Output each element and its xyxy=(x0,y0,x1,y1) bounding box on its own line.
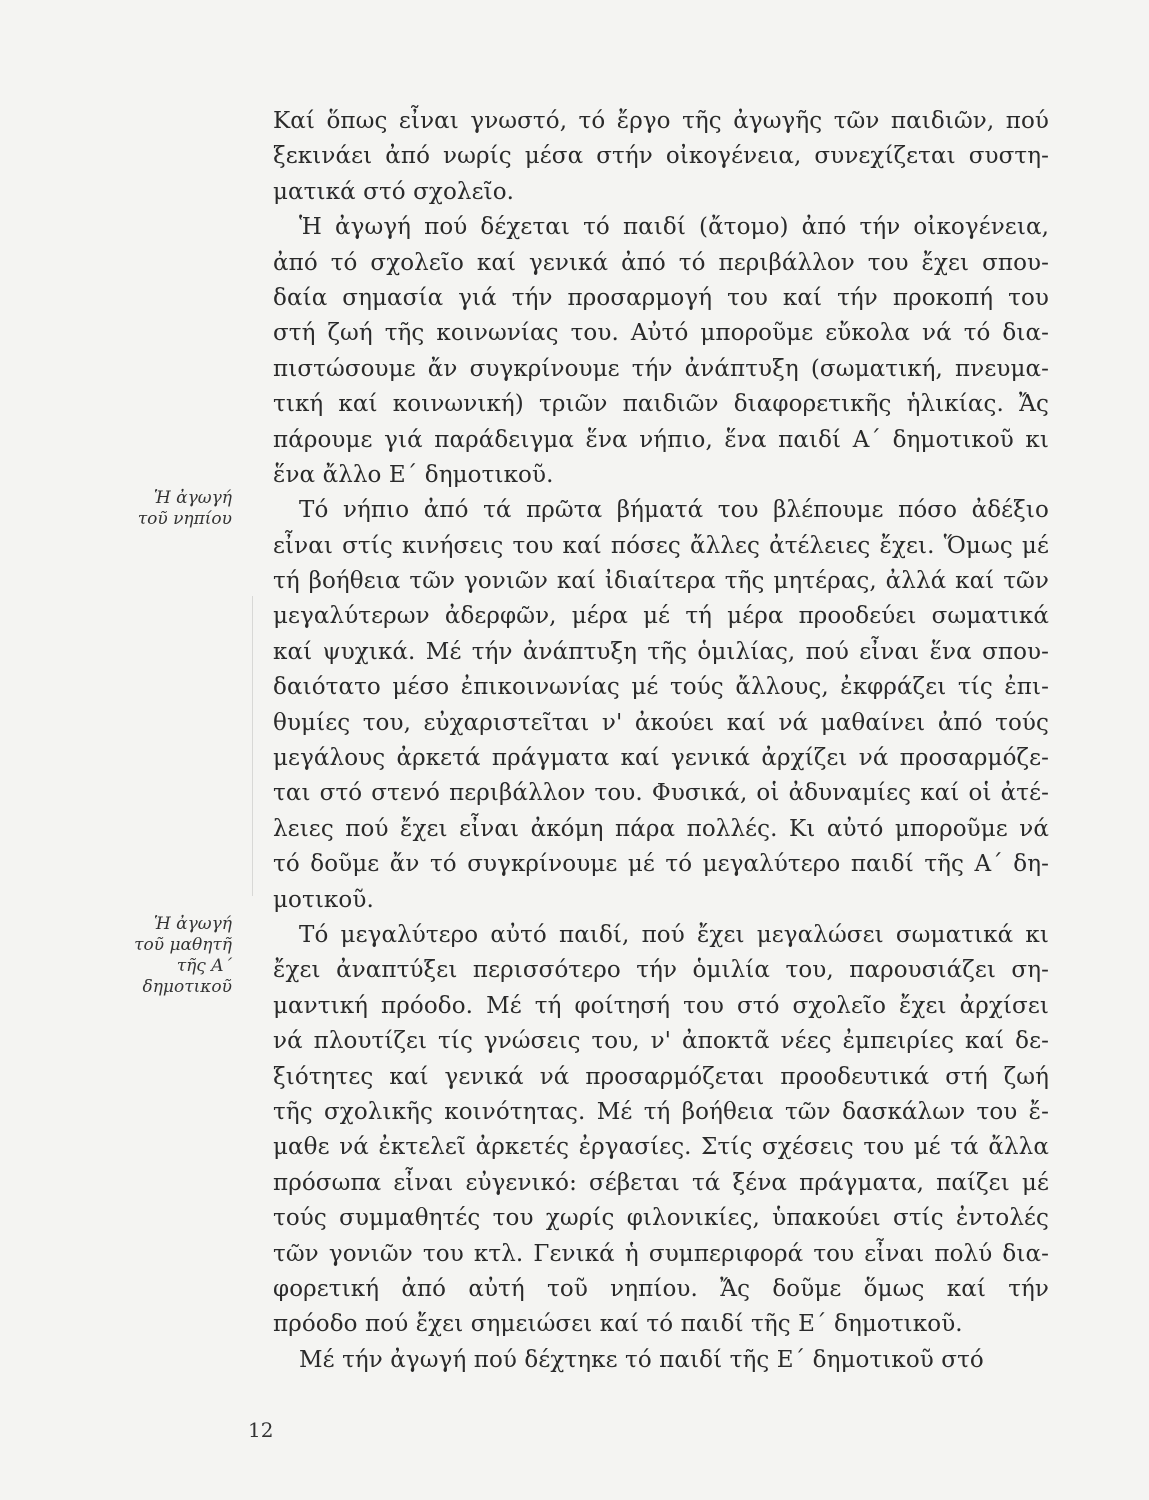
text-line: θυμίες του, εὐχαριστεῖται ν' ἀκούει καί νά μαθαίνει ἀπό τούς xyxy=(273,709,1049,736)
margin-note-line: τοῦ μαθητῆ xyxy=(134,935,232,955)
text-line: ξιότητες καί γενικά νά προσαρμόζεται προοδευτικά στή ζωή xyxy=(273,1063,1049,1090)
margin-note-infant xyxy=(82,488,232,530)
text-line: τῆς σχολικῆς κοινότητας. Μέ τή βοήθεια τῶν δασκάλων του ἔ- xyxy=(273,1098,1049,1125)
text-line: στή ζωή τῆς κοινωνίας του. Αὐτό μποροῦμε εὔκολα νά τό δια- xyxy=(273,320,1049,347)
text-line: μοτικοῦ. xyxy=(273,886,374,913)
text-line: Τό μεγαλύτερο αὐτό παιδί, πού ἔχει μεγαλώσει σωματικά κι xyxy=(299,921,1049,948)
text-line: ξεκινάει ἀπό νωρίς μέσα στήν οἰκογένεια, συνεχίζεται συστη- xyxy=(273,143,1049,170)
text-line: πρόσωπα εἶναι εὐγενικό: σέβεται τά ξένα πράγματα, παίζει μέ xyxy=(273,1169,1049,1196)
text-line: εἶναι στίς κινήσεις του καί πόσες ἄλλες ἀτέλειες ἔχει. Ὅμως μέ xyxy=(273,532,1049,559)
text-line: καί ψυχικά. Μέ τήν ἀνάπτυξη τῆς ὁμιλίας, πού εἶναι ἕνα σπου- xyxy=(273,638,1049,665)
margin-note-line: τῆς Α΄ xyxy=(176,956,232,976)
text-line: τική καί κοινωνική) τριῶν παιδιῶν διαφορετικῆς ἡλικίας. Ἄς xyxy=(273,391,1049,418)
margin-note-line: Ἡ ἀγωγή xyxy=(153,488,232,508)
text-line: δαιότατο μέσο ἐπικοινωνίας μέ τούς ἄλλους, ἐκφράζει τίς ἐπι- xyxy=(273,674,1049,701)
text-line: πιστώσουμε ἄν συγκρίνουμε τήν ἀνάπτυξη (σωματική, πνευμα- xyxy=(273,355,1049,382)
paragraph xyxy=(273,1343,1049,1378)
text-line: τή βοήθεια τῶν γονιῶν καί ἰδιαίτερα τῆς μητέρας, ἀλλά καί τῶν xyxy=(273,568,1049,595)
text-line: ἔχει ἀναπτύξει περισσότερο τήν ὁμιλία του, παρουσιάζει ση- xyxy=(273,957,1049,984)
text-line: πάρουμε γιά παράδειγμα ἕνα νήπιο, ἕνα παιδί Α΄ δημοτικοῦ κι xyxy=(273,426,1049,453)
body-text xyxy=(273,104,1049,1378)
margin-note-line: Ἡ ἀγωγή xyxy=(153,914,232,934)
text-line: δαία σημασία γιά τήν προσαρμογή του καί τήν προκοπή του xyxy=(273,284,1049,311)
paragraph xyxy=(273,104,1049,210)
text-line: τῶν γονιῶν του κτλ. Γενικά ἡ συμπεριφορά του εἶναι πολύ δια- xyxy=(273,1240,1049,1267)
text-line: ται στό στενό περιβάλλον του. Φυσικά, οἱ ἀδυναμίες καί οἱ ἀτέ- xyxy=(273,780,1049,807)
text-line: μαντική πρόοδο. Μέ τή φοίτησή του στό σχολεῖο ἔχει ἀρχίσει xyxy=(273,992,1049,1019)
margin-note-first-grade xyxy=(82,914,232,998)
text-line: μεγαλύτερων ἀδερφῶν, μέρα μέ τή μέρα προοδεύει σωματικά xyxy=(273,603,1049,630)
text-line: φορετική ἀπό αὐτή τοῦ νηπίου. Ἄς δοῦμε ὅμως καί τήν xyxy=(273,1275,1049,1302)
page-number: 12 xyxy=(248,1418,274,1442)
text-line: τό δοῦμε ἄν τό συγκρίνουμε μέ τό μεγαλύτερο παιδί τῆς Α΄ δη- xyxy=(273,851,1049,878)
text-line: τούς συμμαθητές του χωρίς φιλονικίες, ὑπακούει στίς ἐντολές xyxy=(273,1205,1049,1232)
text-line: Τό νήπιο ἀπό τά πρῶτα βήματά του βλέπουμε πόσο ἀδέξιο xyxy=(299,497,1049,524)
text-line: λειες πού ἔχει εἶναι ἀκόμη πάρα πολλές. Κι αὐτό μποροῦμε νά xyxy=(273,815,1049,842)
text-line: Ἡ ἀγωγή πού δέχεται τό παιδί (ἄτομο) ἀπό τήν οἰκογένεια, xyxy=(299,214,1049,241)
margin-note-line: τοῦ νηπίου xyxy=(137,509,232,529)
margin-divider xyxy=(252,596,253,896)
text-line: μαθε νά ἐκτελεῖ ἀρκετές ἐργασίες. Στίς σχέσεις του μέ τά ἄλλα xyxy=(273,1134,1049,1161)
paragraph xyxy=(273,493,1049,918)
paragraph xyxy=(273,918,1049,1343)
text-line: ἕνα ἄλλο Ε΄ δημοτικοῦ. xyxy=(273,461,554,488)
margin-note-line: δημοτικοῦ xyxy=(142,977,232,997)
text-line: ματικά στό σχολεῖο. xyxy=(273,178,515,205)
text-line: Καί ὅπως εἶναι γνωστό, τό ἔργο τῆς ἀγωγῆς τῶν παιδιῶν, πού xyxy=(273,108,1049,134)
paragraph xyxy=(273,210,1049,493)
text-line: ἀπό τό σχολεῖο καί γενικά ἀπό τό περιβάλλον του ἔχει σπου- xyxy=(273,249,1049,276)
text-line: μεγάλους ἀρκετά πράγματα καί γενικά ἀρχίζει νά προσαρμόζε- xyxy=(273,745,1049,772)
text-line: νά πλουτίζει τίς γνώσεις του, ν' ἀποκτᾶ νέες ἐμπειρίες καί δε- xyxy=(273,1028,1049,1055)
text-line: Μέ τήν ἀγωγή πού δέχτηκε τό παιδί τῆς Ε΄ δημοτικοῦ στό xyxy=(299,1346,984,1373)
text-line: πρόοδο πού ἔχει σημειώσει καί τό παιδί τῆς Ε΄ δημοτικοῦ. xyxy=(273,1311,963,1338)
